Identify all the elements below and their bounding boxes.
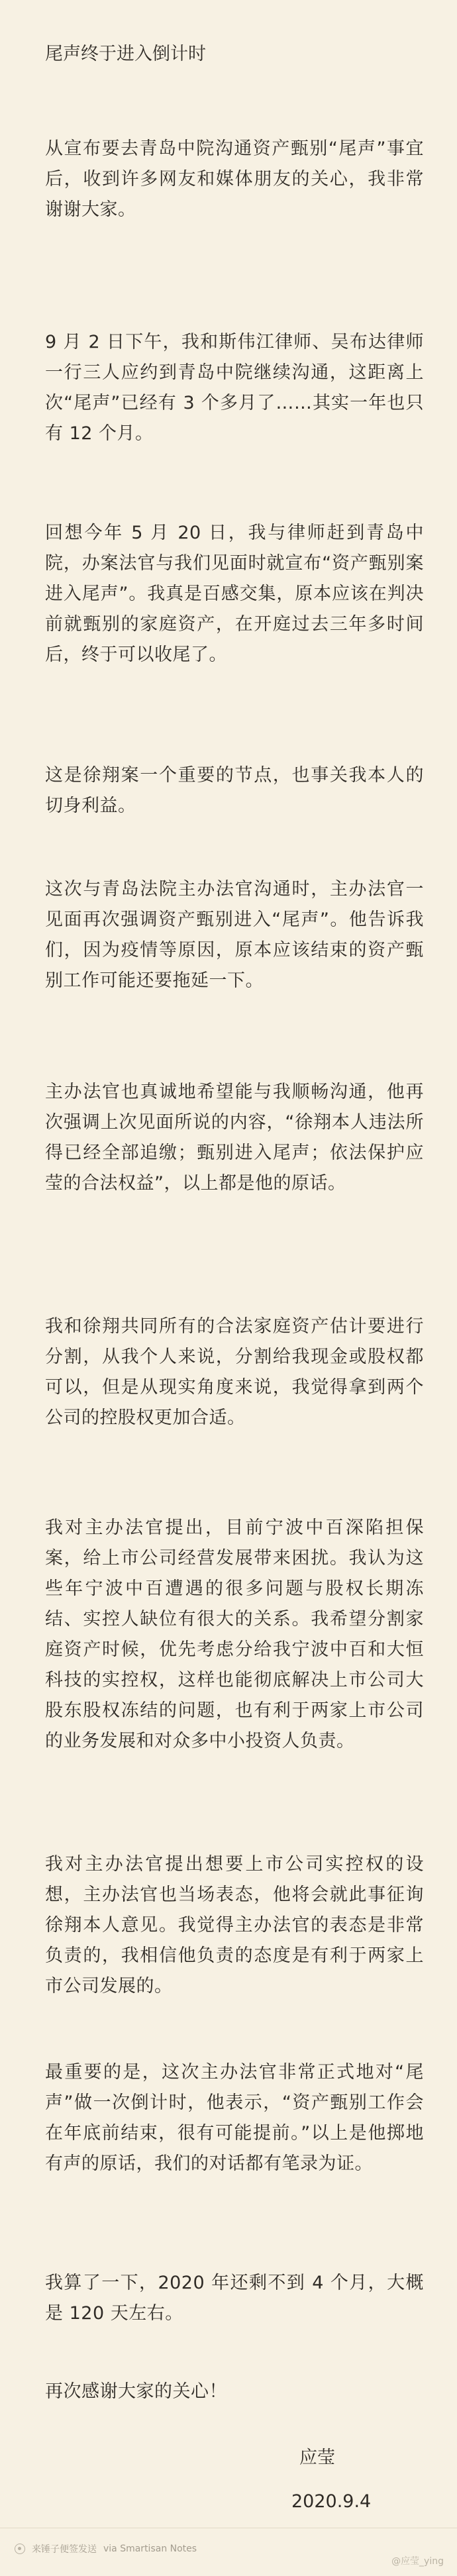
paragraph-7: 我和徐翔共同所有的合法家庭资产估计要进行分割，从我个人来说，分割给我现金或股权都可以，但是从现实角度来说，我觉得拿到两个公司的控股权更加合适。 — [45, 1316, 424, 1428]
weibo-watermark: @应莹_ying — [391, 2556, 444, 2567]
signature-name: 应莹 — [299, 2447, 335, 2468]
paragraph-10: 最重要的是，这次主办法官非常正式地对“尾声”做一次倒计时，他表示，“资产甄别工作会在年底前结束，很有可能提前。”以上是他掷地有声的原话，我们的对话都有笔录为证。 — [45, 2062, 424, 2174]
paragraph-6: 主办法官也真诚地希望能与我顺畅沟通，他再次强调上次见面所说的内容，“徐翔本人违法所得已经全部追缴；甄别进入尾声；依法保护应莹的合法权益”，以上都是他的原话。 — [45, 1082, 424, 1194]
paragraph-9: 我对主办法官提出想要上市公司实控权的设想，主办法官也当场表态，他将会就此事征询徐翔本人意见。我觉得主办法官的表态是非常负责的，我相信他负责的态度是有利于两家上市公司发展的。 — [45, 1854, 424, 1996]
paragraph-11: 我算了一下，2020 年还剩不到 4 个月，大概是 120 天左右。 — [45, 2273, 424, 2324]
paragraph-12: 再次感谢大家的关心！ — [45, 2381, 227, 2402]
paragraph-3: 回想今年 5 月 20 日，我与律师赶到青岛中院，办案法官与我们见面时就宣布“资产甄别案进入尾声”。我真是百感交集，原本应该在判决前就甄别的家庭资产，在开庭过去三年多时间后，终于可以收尾了。 — [45, 523, 424, 665]
paragraph-2: 9 月 2 日下午，我和斯伟江律师、吴布达律师一行三人应约到青岛中院继续沟通，这距离上次“尾声”已经有 3 个多月了……其实一年也只有 12 个月。 — [45, 332, 424, 444]
paragraph-8: 我对主办法官提出，目前宁波中百深陷担保案，给上市公司经营发展带来困扰。我认为这些年宁波中百遭遇的很多问题与股权长期冻结、实控人缺位有很大的关系。我希望分割家庭资产时候，优先考虑分给我宁波中百和大恒科技的实控权，这样也能彻底解决上市公司大股东股权冻结的问题，也有利于两家上市公司的业务发展和对众多中小投资人负责。 — [45, 1518, 424, 1751]
note-title: 尾声终于进入倒计时 — [45, 44, 206, 64]
footer-app-text: 来锤子便签发送 — [32, 2544, 97, 2555]
paragraph-5: 这次与青岛法院主办法官沟通时，主办法官一见面再次强调资产甄别进入“尾声”。他告诉我们，因为疫情等原因，原本应该结束的资产甄别工作可能还要拖延一下。 — [45, 879, 424, 991]
footer-app-sub: via Smartisan Notes — [103, 2544, 197, 2554]
paragraph-4: 这是徐翔案一个重要的节点，也事关我本人的切身利益。 — [45, 765, 424, 816]
footer — [15, 2542, 197, 2555]
paragraph-1: 从宣布要去青岛中院沟通资产甄别“尾声”事宜后，收到许多网友和媒体朋友的关心，我非常谢谢大家。 — [45, 138, 424, 220]
signature-date: 2020.9.4 — [291, 2491, 372, 2512]
smartisan-notes-icon — [15, 2544, 25, 2554]
